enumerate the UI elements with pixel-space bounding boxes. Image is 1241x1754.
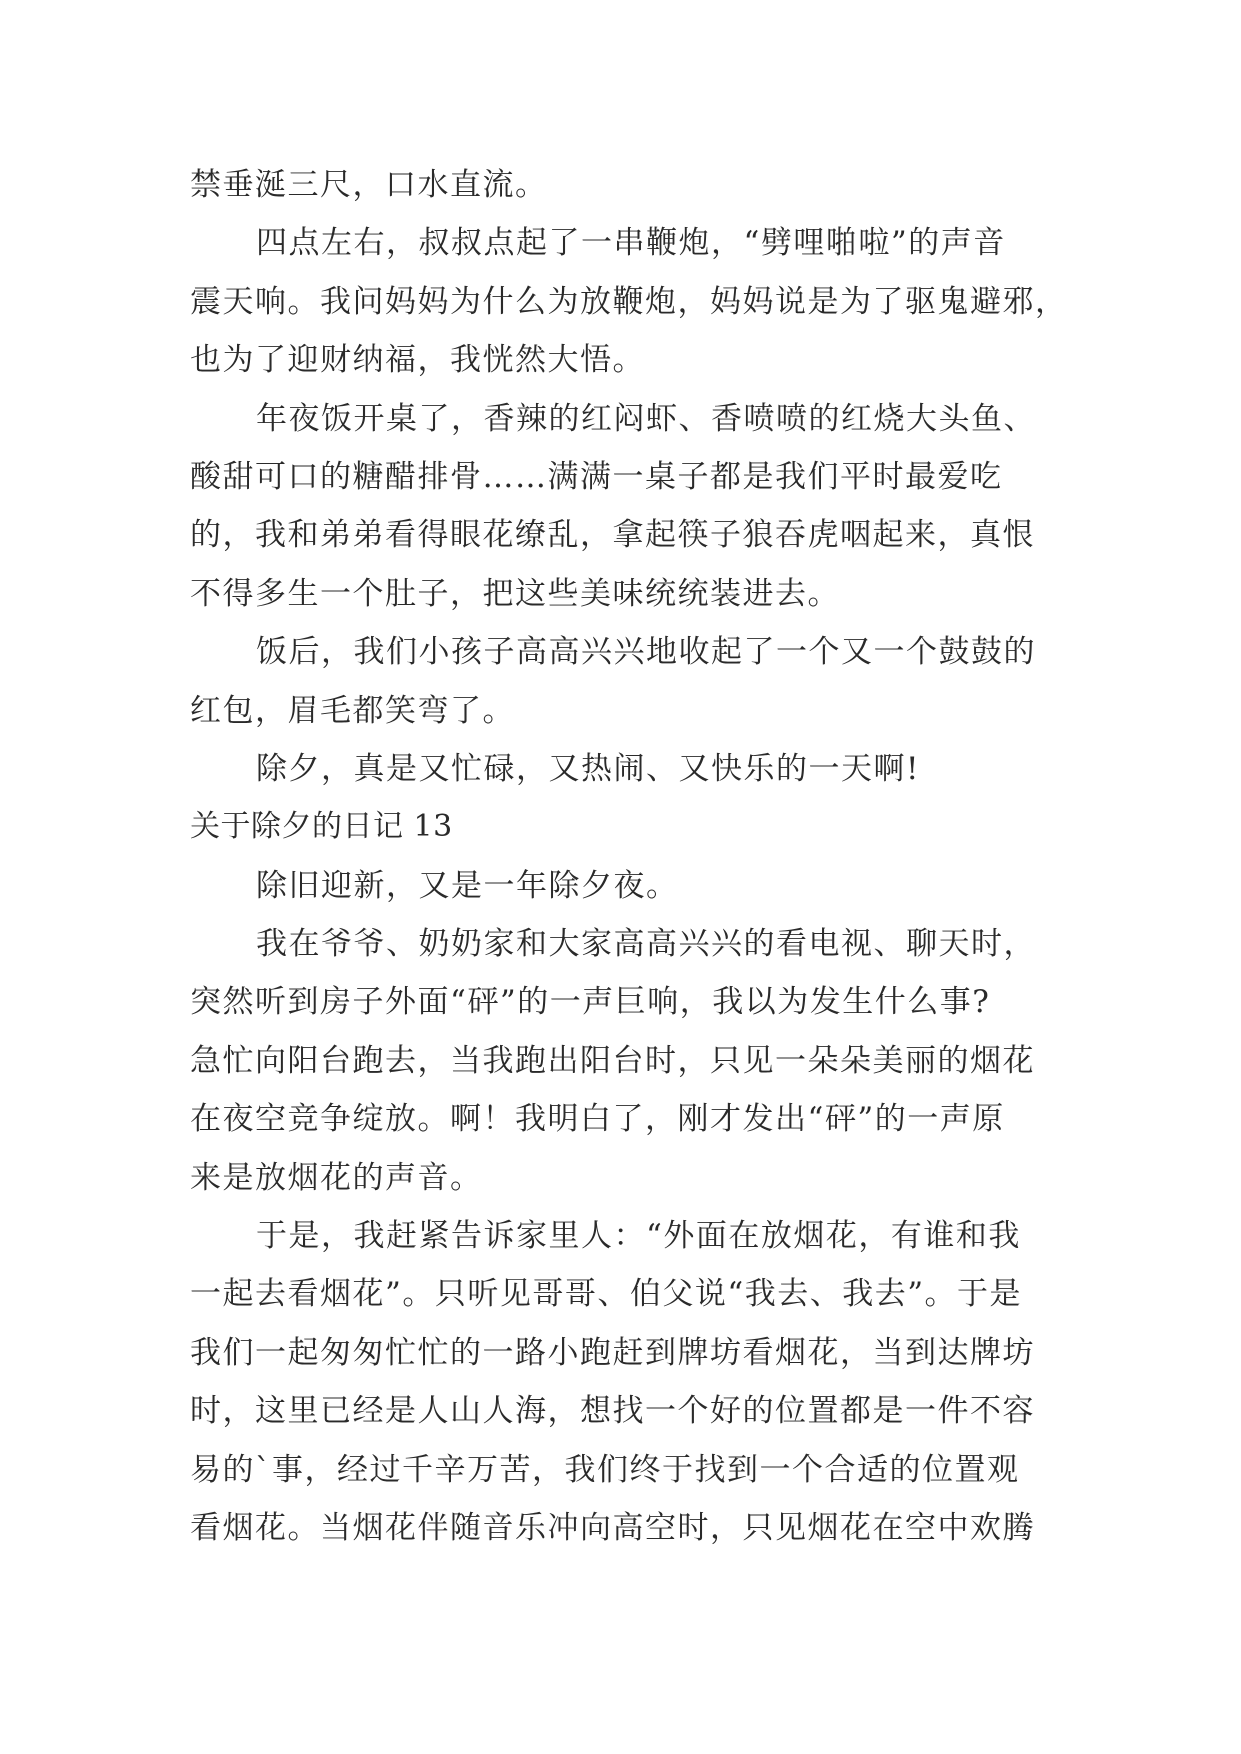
text-line: 在夜空竞争绽放。啊！我明白了，刚才发出“砰”的一声原 (190, 1101, 1005, 1138)
text-line: 来是放烟花的声音。 (190, 1159, 483, 1196)
text-line: 时，这里已经是人山人海，想找一个好的位置都是一件不容 (190, 1393, 1035, 1430)
section-heading: 关于除夕的日记 13 (190, 809, 453, 845)
text-line: 红包，眉毛都笑弯了。 (190, 692, 515, 729)
text-line: 急忙向阳台跑去，当我跑出阳台时，只见一朵朵美丽的烟花 (190, 1042, 1035, 1079)
text-line: 我们一起匆匆忙忙的一路小跑赶到牌坊看烟花，当到达牌坊 (190, 1334, 1035, 1371)
text-line: 酸甜可口的糖醋排骨……满满一桌子都是我们平时最爱吃 (190, 458, 1003, 495)
text-line: 易的`事，经过千辛万苦，我们终于找到一个合适的位置观 (190, 1451, 1020, 1488)
paragraph-start-line: 我在爷爷、奶奶家和大家高高兴兴的看电视、聊天时， (256, 926, 1036, 963)
text-line: 的，我和弟弟看得眼花缭乱，拿起筷子狼吞虎咽起来，真恨 (190, 517, 1035, 554)
paragraph-start-line: 除旧迎新，又是一年除夕夜。 (256, 867, 679, 904)
text-line: 一起去看烟花”。只听见哥哥、伯父说“我去、我去”。于是 (190, 1276, 1023, 1313)
paragraph-start-line: 饭后，我们小孩子高高兴兴地收起了一个又一个鼓鼓的 (256, 634, 1036, 671)
paragraph-start-line: 于是，我赶紧告诉家里人：“外面在放烟花，有谁和我 (256, 1218, 1021, 1255)
paragraph-start-line: 年夜饭开桌了，香辣的红闷虾、香喷喷的红烧大头鱼、 (256, 400, 1036, 437)
text-line: 也为了迎财纳福，我恍然大悟。 (190, 342, 645, 379)
text-line: 禁垂涎三尺，口水直流。 (190, 167, 548, 203)
text-line: 看烟花。当烟花伴随音乐冲向高空时，只见烟花在空中欢腾 (190, 1509, 1035, 1546)
paragraph-start-line: 四点左右，叔叔点起了一串鞭炮，“劈哩啪啦”的声音 (256, 225, 1006, 262)
paragraph-start-line: 除夕，真是又忙碌，又热闹、又快乐的一天啊! (256, 750, 920, 787)
text-line: 不得多生一个肚子，把这些美味统统装进去。 (190, 575, 840, 612)
text-line: 突然听到房子外面“砰”的一声巨响，我以为发生什么事? (190, 984, 991, 1021)
text-line: 震天响。我问妈妈为什么为放鞭炮，妈妈说是为了驱鬼避邪， (190, 283, 1068, 320)
document-body (190, 156, 1068, 1557)
